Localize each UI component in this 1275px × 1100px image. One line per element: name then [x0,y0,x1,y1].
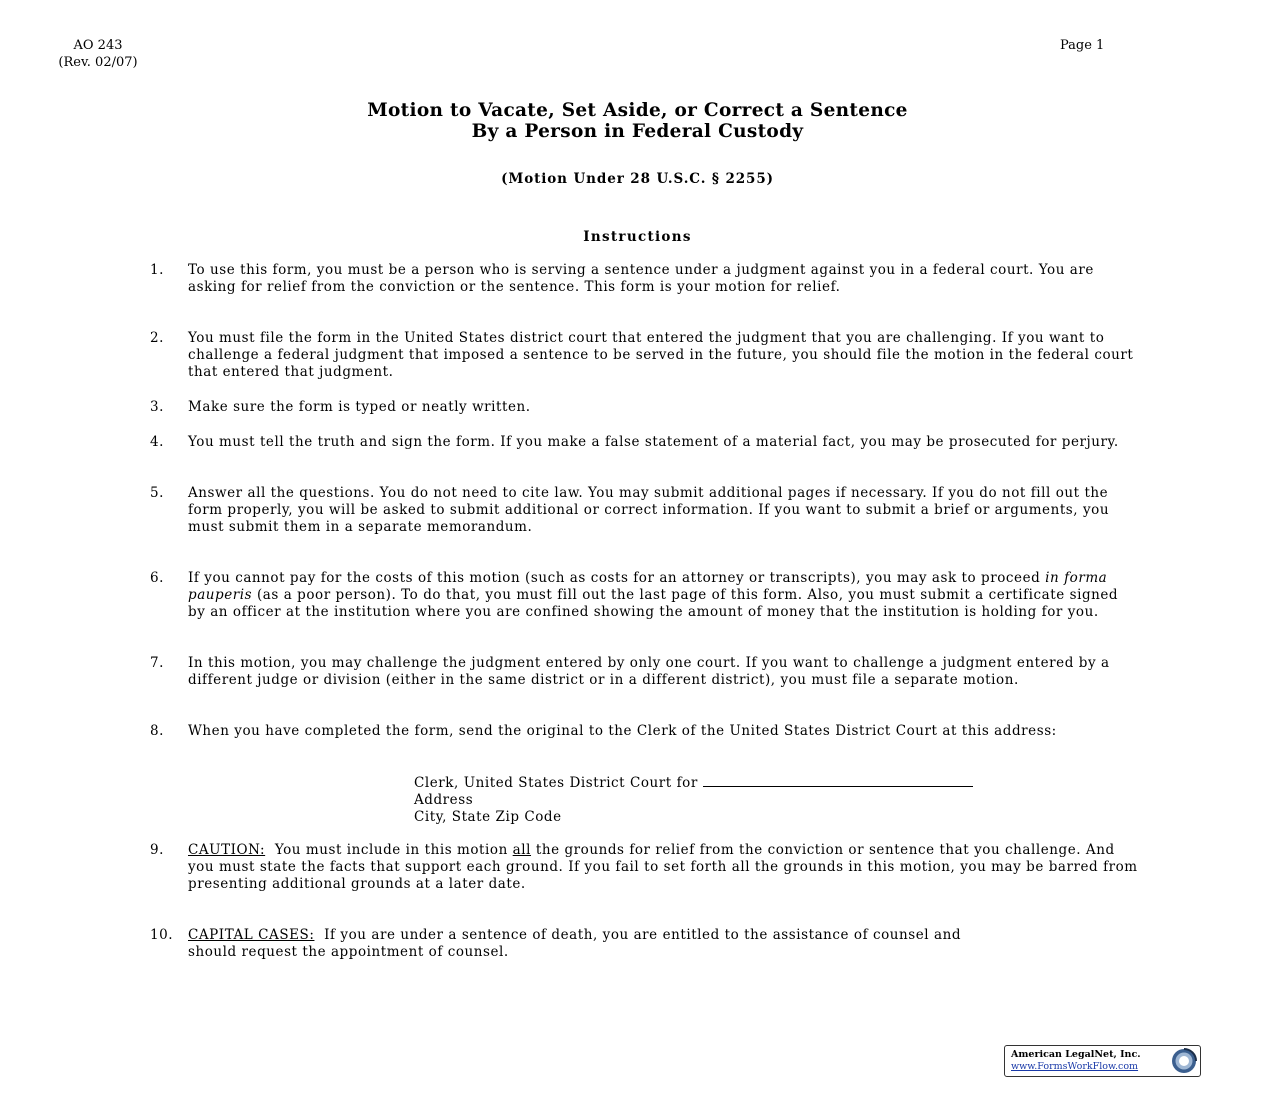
form-revision: (Rev. 02/07) [58,55,138,70]
item-number: 7. [150,655,164,671]
instruction-item [150,927,1140,961]
clerk-address [414,774,973,826]
instruction-item [150,399,1140,416]
item-text: In this motion, you may challenge the judgment entered by only one court. If you want to challenge a judgment entered by a different judge or division (either in the same district or in a different district), you must file a separate motion. [188,655,1110,688]
section-heading: Instructions [583,229,692,245]
item-text: CAPITAL CASES: If you are under a sentence of death, you are entitled to the assistance of counsel and should request the appointment of counsel. [188,927,966,960]
emphasis: all [512,842,532,858]
address-line-1: Clerk, United States District Court for [414,774,973,792]
item-number: 2. [150,330,164,346]
instruction-item [150,723,1140,740]
form-id [44,37,152,71]
item-text: To use this form, you must be a person who is serving a sentence under a judgment against you in a federal court. You are asking for relief from the conviction or the sentence. This form is your motion for relief. [188,262,1094,295]
court-blank-line[interactable] [703,774,973,787]
item-text: CAUTION: You must include in this motion all the grounds for relief from the conviction or sentence that you challenge. And you must state the facts that support each ground. If you fail to set forth all the grounds in this motion, you may be barred from presenting additional grounds at a later date. [188,842,1138,892]
publisher-link[interactable]: www.FormsWorkFlow.com [1011,1061,1139,1072]
item-text: You must file the form in the United States district court that entered the judgment that you are challenging. If you want to challenge a federal judgment that imposed a sentence to be served in the future, you should file the motion in the federal court that entered that judgment. [188,330,1134,380]
item-number: 4. [150,434,164,450]
instruction-item [150,842,1140,893]
address-line-3: City, State Zip Code [414,809,562,825]
item-number: 3. [150,399,164,415]
title-line-1: Motion to Vacate, Set Aside, or Correct a Sentence [367,100,908,121]
item-text: Make sure the form is typed or neatly written. [188,399,531,415]
item-text: You must tell the truth and sign the form. If you make a false statement of a material fact, you may be prosecuted for perjury. [188,434,1119,450]
publisher-name: American LegalNet, Inc. [1011,1049,1141,1060]
item-text: If you cannot pay for the costs of this motion (such as costs for an attorney or transcripts), you may ask to proceed in forma pauperis (as a poor person). To do that, you must fill out the last page of this form. Also, you must submit a certificate signed by an officer at the institution where you are confined showing the amount of money that the institution is holding for you. [188,570,1119,620]
instruction-item [150,434,1140,451]
instruction-item [150,330,1140,381]
instruction-item [150,262,1140,296]
item-text: When you have completed the form, send the original to the Clerk of the United States District Court at this address: [188,723,1057,739]
capital-cases-label: CAPITAL CASES: [188,927,315,943]
instruction-item [150,570,1140,621]
item-number: 6. [150,570,164,586]
document-title [0,100,1275,142]
item-number: 9. [150,842,164,858]
globe-icon [1171,1048,1197,1074]
item-number: 5. [150,485,164,501]
address-line-2: Address [414,792,474,808]
latin-phrase: in forma pauperis [188,570,1108,603]
instruction-item [150,655,1140,689]
title-line-2: By a Person in Federal Custody [471,121,804,142]
item-text: Answer all the questions. You do not need to cite law. You may submit additional pages if necessary. If you do not fill out the form properly, you will be asked to submit additional or correct information. If you want to submit a brief or arguments, you must submit them in a separate memorandum. [188,485,1110,535]
publisher-logo [1004,1045,1201,1077]
instruction-item [150,485,1140,536]
item-number: 1. [150,262,164,278]
item-number: 8. [150,723,164,739]
page-number: Page 1 [1060,38,1105,53]
item-number: 10. [150,927,174,943]
form-number: AO 243 [73,38,123,53]
document-subtitle: (Motion Under 28 U.S.C. § 2255) [501,171,774,187]
caution-label: CAUTION: [188,842,266,858]
